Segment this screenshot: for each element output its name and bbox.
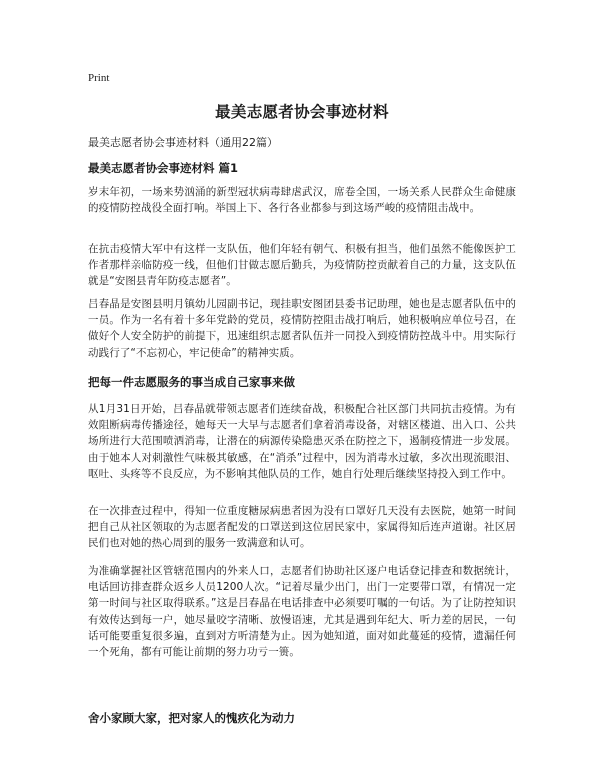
paragraph-4: 从1月31日开始，吕春晶就带领志愿者们连续奋战，积极配合社区部门共同抗击疫情。为有效阻断病毒传播途径，她每天一大早与志愿者们拿着消毒设备，对辖区楼道、出入口、公共场所进行大范围喷洒消毒，让潜在的病源传染隐患灭杀在防控之下，遏制疫情进一步发展。由于她本人对刺激性气味极其敏感，在“消杀”过程中，因为消毒水过敏，多次出现流眼泪、呕吐、头疼等不良反应，为不影响其他队员的工作，她自行处理后继续坚持投入到工作中。 xyxy=(88,403,516,480)
paragraph-6: 为准确掌握社区管辖范围内的外来人口，志愿者们协助社区逐户电话登记排查和数据统计，电话回访排查群众返乡人员1200人次。“记着尽量少出门，出门一定要带口罩，有情况一定第一时间与社区取得联系。”这是吕春晶在电话排查中必须要叮嘱的一句话。为了让防控知识有效传达到每一户，她尽量咬字清晰、放慢语速，尤其是遇到年纪大、听力差的居民，一句话可能要重复很多遍，直到对方听清楚为止。因为她知道，面对如此蔓延的疫情，遗漏任何一个死角，都有可能让前期的努力功亏一篑。 xyxy=(88,565,516,659)
paragraph-3: 吕春晶是安图县明月镇幼儿园副书记，现挂职安图团县委书记助理，她也是志愿者队伍中的一员。作为一名有着十多年党龄的党员，疫情防控阻击战打响后，她积极响应单位号召，在做好个人安全防护的前提下，迅速组织志愿者队伍并一同投入到疫情防控战斗中。用实际行动践行了“不忘初心，牢记使命”的精神实质。 xyxy=(88,298,516,359)
section-heading-2: 把每一件志愿服务的事当成自己家事来做 xyxy=(88,375,295,389)
document-title: 最美志愿者协会事迹材料 xyxy=(215,103,389,121)
section-heading-1: 最美志愿者协会事迹材料 篇1 xyxy=(88,161,239,175)
document-subtitle: 最美志愿者协会事迹材料（通用22篇） xyxy=(88,136,278,149)
paragraph-1: 岁末年初，一场来势汹涌的新型冠状病毒肆虐武汉，席卷全国，一场关系人民群众生命健康的疫情防控战役全面打响。举国上下、各行各业都参与到这场严峻的疫情阻击战中。 xyxy=(88,186,516,215)
paragraph-2: 在抗击疫情大军中有这样一支队伍，他们年轻有朝气、积极有担当，他们虽然不能像医护工作者那样亲临防疫一线，但他们甘做志愿后勤兵，为疫情防控贡献着自己的力量，这支队伍就是“安图县青年防疫志愿者”。 xyxy=(88,243,516,288)
paragraph-5: 在一次排查过程中，得知一位重度糖尿病患者因为没有口罩好几天没有去医院，她第一时间把自己从社区领取的为志愿者配发的口罩送到这位居民家中，家属得知后连声道谢。社区居民们也对她的热心周到的服务一致满意和认可。 xyxy=(88,505,516,550)
print-label: Print xyxy=(88,72,110,84)
section-heading-3: 舍小家顾大家，把对家人的愧疚化为动力 xyxy=(88,711,295,725)
